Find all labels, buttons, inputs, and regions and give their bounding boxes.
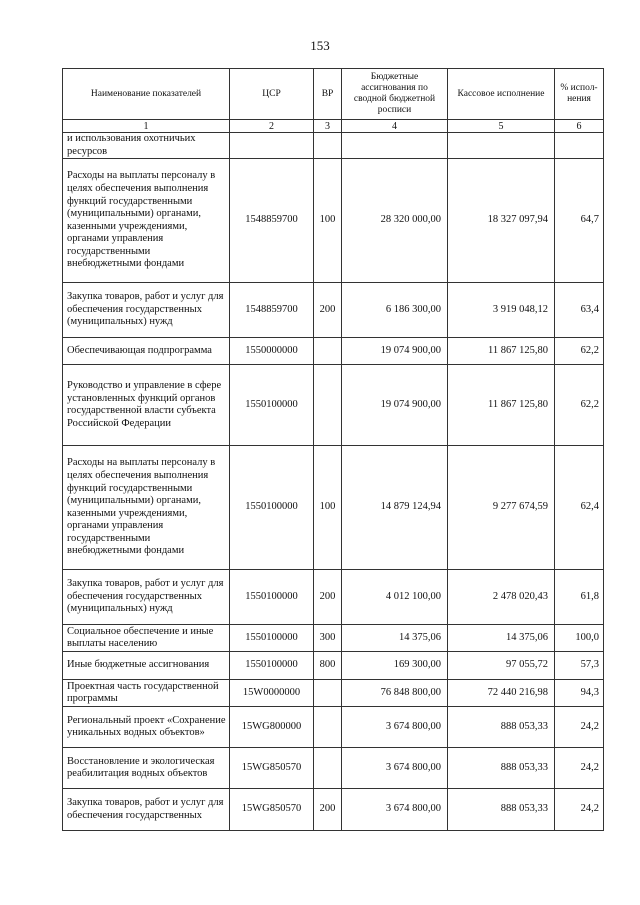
row-name: Региональный проект «Сохранение уникальных водных объектов» xyxy=(63,707,230,748)
column-number: 1 xyxy=(63,120,230,133)
row-cash: 888 053,33 xyxy=(448,707,555,748)
table-row xyxy=(63,625,604,652)
column-number-row xyxy=(63,120,604,133)
table-row xyxy=(63,789,604,831)
row-name: Социальное обеспечение и иные выплаты населению xyxy=(63,625,230,652)
row-pct: 62,2 xyxy=(555,365,604,446)
row-cash: 2 478 020,43 xyxy=(448,570,555,625)
row-name: Руководство и управление в сфере установленных функций органов государственной власти субъекта Российской Федерации xyxy=(63,365,230,446)
row-csr: 1550100000 xyxy=(230,625,314,652)
row-csr: 1548859700 xyxy=(230,283,314,338)
row-vr: 100 xyxy=(314,446,342,570)
header-cash: Кассовое исполнение xyxy=(448,69,555,120)
row-csr: 15W0000000 xyxy=(230,680,314,707)
row-cash: 11 867 125,80 xyxy=(448,365,555,446)
row-cash: 3 919 048,12 xyxy=(448,283,555,338)
page-number: 153 xyxy=(310,38,330,53)
header-pct: % испол-нения xyxy=(555,69,604,120)
table-row xyxy=(63,652,604,680)
row-budget: 14 879 124,94 xyxy=(342,446,448,570)
table-row xyxy=(63,748,604,789)
row-cash: 97 055,72 xyxy=(448,652,555,680)
row-csr: 1550100000 xyxy=(230,365,314,446)
row-budget: 76 848 800,00 xyxy=(342,680,448,707)
row-pct: 94,3 xyxy=(555,680,604,707)
row-vr: 300 xyxy=(314,625,342,652)
row-budget: 14 375,06 xyxy=(342,625,448,652)
row-vr xyxy=(314,133,342,159)
row-cash: 11 867 125,80 xyxy=(448,338,555,365)
row-pct: 63,4 xyxy=(555,283,604,338)
row-budget: 6 186 300,00 xyxy=(342,283,448,338)
table-row xyxy=(63,680,604,707)
table-row xyxy=(63,446,604,570)
row-cash: 888 053,33 xyxy=(448,789,555,831)
row-pct: 100,0 xyxy=(555,625,604,652)
row-vr: 200 xyxy=(314,789,342,831)
row-vr: 200 xyxy=(314,570,342,625)
row-pct: 61,8 xyxy=(555,570,604,625)
row-name: Расходы на выплаты персоналу в целях обеспечения выполнения функций государственными (муниципальными) органами, казенными учреждениями, органами управления государственными внебюджетными фондами xyxy=(63,159,230,283)
row-csr: 1550100000 xyxy=(230,446,314,570)
row-budget: 3 674 800,00 xyxy=(342,707,448,748)
row-vr xyxy=(314,680,342,707)
row-csr: 1550100000 xyxy=(230,652,314,680)
row-pct: 24,2 xyxy=(555,707,604,748)
row-vr xyxy=(314,748,342,789)
row-budget: 169 300,00 xyxy=(342,652,448,680)
row-vr: 800 xyxy=(314,652,342,680)
row-csr: 1548859700 xyxy=(230,159,314,283)
row-pct: 62,4 xyxy=(555,446,604,570)
row-csr xyxy=(230,133,314,159)
column-number: 5 xyxy=(448,120,555,133)
row-budget: 3 674 800,00 xyxy=(342,789,448,831)
row-vr xyxy=(314,365,342,446)
row-pct xyxy=(555,133,604,159)
row-budget: 3 674 800,00 xyxy=(342,748,448,789)
table-row xyxy=(63,570,604,625)
row-csr: 15WG850570 xyxy=(230,789,314,831)
header-name: Наименование показателей xyxy=(63,69,230,120)
row-pct: 24,2 xyxy=(555,748,604,789)
row-pct: 64,7 xyxy=(555,159,604,283)
row-name: Расходы на выплаты персоналу в целях обеспечения выполнения функций государственными (муниципальными) органами, казенными учреждениями, органами управления государственными внебюджетными фондами xyxy=(63,446,230,570)
row-name: Закупка товаров, работ и услуг для обеспечения государственных (муниципальных) нужд xyxy=(63,283,230,338)
column-number: 6 xyxy=(555,120,604,133)
row-name: и использования охотничьих ресурсов xyxy=(63,133,230,159)
header-row xyxy=(63,69,604,120)
column-number: 4 xyxy=(342,120,448,133)
row-pct: 62,2 xyxy=(555,338,604,365)
table-row xyxy=(63,159,604,283)
row-cash: 72 440 216,98 xyxy=(448,680,555,707)
row-name: Иные бюджетные ассигнования xyxy=(63,652,230,680)
row-cash: 18 327 097,94 xyxy=(448,159,555,283)
table-row xyxy=(63,338,604,365)
column-number: 3 xyxy=(314,120,342,133)
row-vr: 100 xyxy=(314,159,342,283)
row-budget xyxy=(342,133,448,159)
row-name: Восстановление и экологическая реабилитация водных объектов xyxy=(63,748,230,789)
row-csr: 1550000000 xyxy=(230,338,314,365)
table-row xyxy=(63,133,604,159)
row-csr: 15WG800000 xyxy=(230,707,314,748)
row-budget: 4 012 100,00 xyxy=(342,570,448,625)
row-name: Закупка товаров, работ и услуг для обеспечения государственных (муниципальных) нужд xyxy=(63,570,230,625)
row-vr: 200 xyxy=(314,283,342,338)
column-number: 2 xyxy=(230,120,314,133)
header-budget: Бюджетные ассигнования по сводной бюджетной росписи xyxy=(342,69,448,120)
budget-execution-table xyxy=(62,68,604,831)
row-cash: 9 277 674,59 xyxy=(448,446,555,570)
row-budget: 28 320 000,00 xyxy=(342,159,448,283)
row-name: Обеспечивающая подпрограмма xyxy=(63,338,230,365)
row-pct: 24,2 xyxy=(555,789,604,831)
row-cash: 14 375,06 xyxy=(448,625,555,652)
row-vr xyxy=(314,338,342,365)
row-pct: 57,3 xyxy=(555,652,604,680)
table-row xyxy=(63,283,604,338)
row-name: Закупка товаров, работ и услуг для обеспечения государственных xyxy=(63,789,230,831)
row-budget: 19 074 900,00 xyxy=(342,365,448,446)
row-budget: 19 074 900,00 xyxy=(342,338,448,365)
row-csr: 1550100000 xyxy=(230,570,314,625)
table-row xyxy=(63,707,604,748)
row-name: Проектная часть государственной программы xyxy=(63,680,230,707)
row-csr: 15WG850570 xyxy=(230,748,314,789)
header-vr: ВР xyxy=(314,69,342,120)
row-vr xyxy=(314,707,342,748)
table-row xyxy=(63,365,604,446)
header-csr: ЦСР xyxy=(230,69,314,120)
row-cash: 888 053,33 xyxy=(448,748,555,789)
row-cash xyxy=(448,133,555,159)
